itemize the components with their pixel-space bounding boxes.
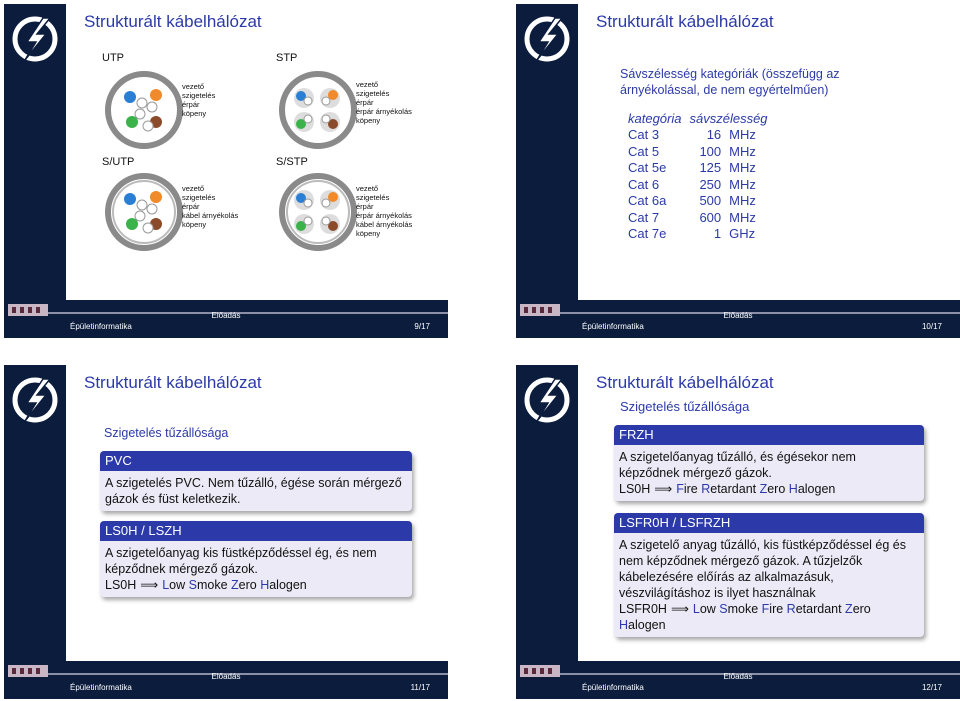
legend-item: érpár árnyékolás bbox=[356, 211, 412, 220]
block-title: FRZH bbox=[614, 425, 924, 445]
stp-cable-diagram bbox=[278, 70, 358, 150]
legend-item: vezető bbox=[356, 184, 379, 193]
legend-item: érpár bbox=[182, 100, 200, 109]
sidebar bbox=[516, 365, 578, 661]
initial-letter: S bbox=[188, 578, 197, 592]
table-row bbox=[624, 209, 772, 226]
word-rest: ire bbox=[769, 602, 787, 616]
legend-item: szigetelés bbox=[356, 193, 390, 202]
lightning-bolt-logo-icon bbox=[522, 14, 572, 64]
legend-item: vezető bbox=[182, 184, 205, 193]
word-rest: etardant bbox=[710, 482, 760, 496]
legend-item: köpeny bbox=[182, 109, 207, 118]
table-row bbox=[624, 127, 772, 144]
word-rest: moke bbox=[196, 578, 231, 592]
sidebar bbox=[516, 4, 578, 300]
category-cell: Cat 6a bbox=[628, 193, 667, 209]
initial-letter: Z bbox=[759, 482, 768, 496]
block-text: A szigetelőanyag kis füstképződéssel ég, és nem képződnek mérgező gázok. bbox=[105, 546, 377, 576]
table-row bbox=[624, 176, 772, 193]
legend-item: szigetelés bbox=[356, 89, 390, 98]
unit-cell: MHz bbox=[729, 143, 756, 159]
legend-item: érpár bbox=[356, 202, 374, 211]
slide-9 bbox=[4, 4, 448, 338]
block-lsfr0h-lsfrzh bbox=[614, 513, 924, 637]
block-title: PVC bbox=[100, 451, 412, 471]
slide-footer bbox=[516, 300, 960, 338]
initial-letter: R bbox=[786, 602, 796, 616]
word-rest: ire bbox=[683, 482, 702, 496]
unit-cell: GHz bbox=[729, 226, 756, 242]
word-rest: ero bbox=[852, 602, 871, 616]
unit-cell: MHz bbox=[729, 127, 756, 143]
utp-legend bbox=[182, 82, 215, 118]
slide-10 bbox=[516, 4, 960, 338]
legend-item: érpár bbox=[182, 202, 200, 211]
word-rest: ero bbox=[767, 482, 789, 496]
slide-title: Strukturált kábelhálózat bbox=[596, 12, 774, 31]
value-cell: 250 bbox=[699, 176, 722, 192]
value-cell: 600 bbox=[699, 209, 722, 225]
legend-item: vezető bbox=[182, 82, 205, 91]
value-cell: 100 bbox=[699, 143, 722, 159]
legend-item: köpeny bbox=[356, 229, 381, 238]
word-rest: ow bbox=[699, 602, 720, 616]
block-body bbox=[614, 533, 924, 637]
block-title: LS0H / LSZH bbox=[100, 521, 412, 541]
block-body bbox=[614, 445, 924, 501]
s-stp-cable-diagram bbox=[278, 172, 358, 252]
utp-cable-diagram bbox=[104, 70, 184, 150]
category-cell: Cat 5e bbox=[628, 160, 667, 176]
category-cell: Cat 7e bbox=[628, 226, 667, 242]
legend-item: érpár árnyékolás bbox=[356, 107, 412, 116]
slide-footer bbox=[4, 300, 448, 338]
legend-item: érpár bbox=[356, 98, 374, 107]
legend-item: szigetelés bbox=[182, 193, 216, 202]
word-rest: etardant bbox=[795, 602, 846, 616]
lightning-bolt-logo-icon bbox=[522, 375, 572, 425]
legend-item: köpeny bbox=[182, 220, 207, 229]
sidebar bbox=[4, 4, 66, 300]
unit-cell: MHz bbox=[729, 193, 756, 209]
word-rest: alogen bbox=[628, 618, 666, 632]
table-row bbox=[624, 193, 772, 210]
slide-subtitle: Szigetelés tűzállósága bbox=[620, 399, 750, 414]
footer-author: Épületinformatika bbox=[70, 322, 132, 331]
legend-item: kábel árnyékolás bbox=[356, 220, 413, 229]
category-table bbox=[624, 110, 772, 242]
value-cell: 1 bbox=[713, 226, 722, 242]
cable-type-utp: UTP bbox=[102, 52, 124, 64]
s-utp-legend bbox=[182, 184, 238, 229]
word-rest: alogen bbox=[797, 482, 836, 496]
block-body: A szigetelés PVC. Nem tűzálló, égése során mérgező gázok és füst keletkezik. bbox=[105, 476, 402, 506]
page-number: 12/17 bbox=[921, 683, 942, 692]
value-cell: 16 bbox=[706, 127, 722, 143]
initial-letter: Z bbox=[845, 602, 853, 616]
slide-title: Strukturált kábelhálózat bbox=[84, 373, 262, 392]
initial-letter: Z bbox=[231, 578, 239, 592]
block-body bbox=[100, 541, 412, 597]
category-cell: Cat 5 bbox=[628, 143, 660, 159]
initial-letter: H bbox=[788, 482, 798, 496]
table-row bbox=[624, 226, 772, 243]
word-rest: ero bbox=[238, 578, 261, 592]
page-number: 11/17 bbox=[410, 683, 430, 692]
cable-type-stp: STP bbox=[276, 52, 298, 64]
footer-author: Épületinformatika bbox=[582, 683, 644, 692]
slide-title: Strukturált kábelhálózat bbox=[596, 373, 774, 392]
abbreviation: LS0H bbox=[105, 578, 137, 592]
implies-arrow-icon: ⟹ bbox=[670, 602, 689, 616]
word-rest: ow bbox=[169, 578, 189, 592]
initial-letter: H bbox=[619, 618, 629, 632]
legend-item: kábel árnyékolás bbox=[182, 211, 239, 220]
slide-12 bbox=[516, 365, 960, 699]
s-stp-legend bbox=[356, 184, 412, 238]
category-cell: Cat 6 bbox=[628, 176, 660, 192]
word-rest: moke bbox=[727, 602, 762, 616]
header-bandwidth: sávszélesség bbox=[689, 110, 768, 126]
unit-cell: MHz bbox=[729, 209, 756, 225]
unit-cell: MHz bbox=[729, 160, 756, 176]
footer-section: Előadás bbox=[723, 311, 753, 320]
lightning-bolt-logo-icon bbox=[10, 375, 60, 425]
initial-letter: L bbox=[692, 602, 700, 616]
block-frzh bbox=[614, 425, 924, 501]
initial-letter: R bbox=[701, 482, 711, 496]
sidebar bbox=[4, 365, 66, 661]
category-cell: Cat 7 bbox=[628, 209, 660, 225]
section-heading: Szigetelés tűzállósága bbox=[104, 426, 229, 440]
footer-section: Előadás bbox=[211, 311, 241, 320]
category-cell: Cat 3 bbox=[628, 127, 660, 143]
slide-11 bbox=[4, 365, 448, 699]
block-pvc bbox=[100, 451, 412, 511]
block-text: A szigetelőanyag tűzálló, és égésekor nem képződnek mérgező gázok. bbox=[619, 450, 856, 480]
implies-arrow-icon: ⟹ bbox=[140, 578, 159, 592]
legend-item: köpeny bbox=[356, 116, 381, 125]
block-title: LSFR0H / LSFRZH bbox=[614, 513, 924, 533]
initial-letter: F bbox=[676, 482, 684, 496]
footer-author: Épületinformatika bbox=[582, 322, 644, 331]
legend-item: szigetelés bbox=[182, 91, 216, 100]
initial-letter: S bbox=[719, 602, 728, 616]
intro-text: Sávszélesség kategóriák (összefügg az árnyékolással, de nem egyértelműen) bbox=[620, 67, 840, 97]
block-text: A szigetelő anyag tűzálló, kis füstképződéssel ég és nem képződnek mérgező gázok. A tűzjelzők kábelezésére előírás az alkalmazásuk, vészvilágításhoz is ilyet használnak bbox=[619, 538, 906, 600]
cable-type-s-utp: S/UTP bbox=[102, 156, 135, 168]
implies-arrow-icon: ⟹ bbox=[654, 482, 673, 496]
word-rest: alogen bbox=[269, 578, 307, 592]
value-cell: 125 bbox=[699, 160, 722, 176]
table-row bbox=[624, 160, 772, 177]
stp-legend bbox=[356, 80, 412, 125]
slide-footer bbox=[516, 661, 960, 699]
lightning-bolt-logo-icon bbox=[10, 14, 60, 64]
slide-title: Strukturált kábelhálózat bbox=[84, 12, 262, 31]
unit-cell: MHz bbox=[729, 176, 756, 192]
initial-letter: L bbox=[162, 578, 170, 592]
legend-item: vezető bbox=[356, 80, 379, 89]
footer-author: Épületinformatika bbox=[70, 683, 132, 692]
initial-letter: H bbox=[260, 578, 270, 592]
value-cell: 500 bbox=[699, 193, 722, 209]
page-number: 10/17 bbox=[921, 322, 942, 331]
slide-footer bbox=[4, 661, 448, 699]
page-number: 9/17 bbox=[414, 322, 430, 331]
cable-type-s-stp: S/STP bbox=[276, 156, 308, 168]
table-header bbox=[624, 110, 772, 127]
initial-letter: F bbox=[761, 602, 770, 616]
block-ls0h-lszh bbox=[100, 521, 412, 597]
table-row bbox=[624, 143, 772, 160]
header-category: kategória bbox=[628, 110, 682, 126]
s-utp-cable-diagram bbox=[104, 172, 184, 252]
abbreviation: LS0H bbox=[619, 482, 651, 496]
abbreviation: LSFR0H bbox=[619, 602, 667, 616]
footer-section: Előadás bbox=[723, 672, 753, 681]
footer-section: Előadás bbox=[211, 672, 241, 681]
